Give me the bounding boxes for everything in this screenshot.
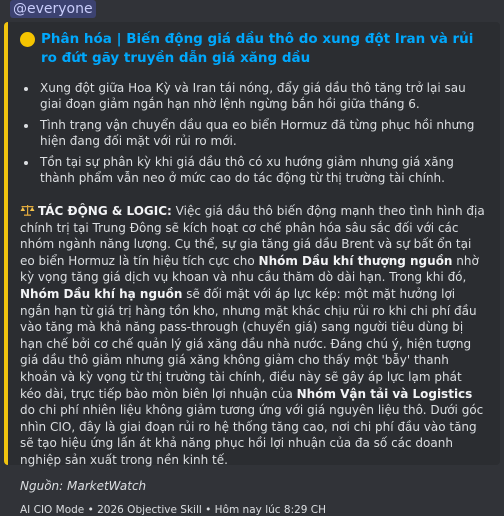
yellow-circle-icon	[20, 32, 35, 47]
embed-title-text[interactable]: Phân hóa | Biến động giá dầu thô do xung đột Iran và rủi ro đứt gãy truyền dẫn giá xăng dầu	[41, 31, 474, 66]
impact-bold-logistics: Nhóm Vận tải và Logistics	[296, 386, 473, 401]
embed-title	[20, 30, 486, 68]
impact-text-3: sẽ đối mặt với áp lực kép: một mặt hưởng lợi ngắn hạn từ giá trị hàng tồn kho, nhưng mặt khác chịu rủi ro khi chi phí đầu vào tăng mà khả năng pass-through (chuyển giá) sang người tiêu dùng bị hạn chế bởi cơ chế quản lý giá xăng dầu nhà nước. Đáng chú ý, hiện tượng giá dầu thô giảm nhưng giá xăng không giảm cho thấy một 'bẫy' thanh khoản và kỳ vọng từ thị trường tài chính, điều này sẽ gây áp lực lạm phát kéo dài, trực tiếp bào mòn biên lợi nhuận của	[20, 286, 477, 401]
list-item: • Xung đột giữa Hoa Kỳ và Iran tái nóng, đẩy giá dầu thô tăng trở lại sau giai đoạn giảm ngắn hạn nhờ lệnh ngừng bắn hồi giữa tháng 6.	[38, 80, 486, 112]
impact-text-1: Việc giá dầu thô biến động mạnh theo tình hình địa chính trị tại Trung Đông sẽ kích hoạt cơ chế phân hóa sâu sắc đối với các nhóm ngành năng lượng. Cụ thể, sự gia tăng giá dầu Brent và sự bất ổn tại eo biển Hormuz là tín hiệu tích cực cho	[20, 204, 485, 268]
source-line: Nguồn: MarketWatch	[20, 478, 147, 493]
impact-label: TÁC ĐỘNG & LOGIC:	[38, 204, 172, 218]
balance-scale-icon	[20, 204, 35, 216]
everyone-mention[interactable]: @everyone	[10, 0, 96, 18]
news-embed	[4, 22, 500, 516]
summary-bullets	[20, 80, 486, 186]
list-item: • Tình trạng vận chuyển dầu qua eo biển Hormuz đã từng phục hồi nhưng hiện đang đối mặt với rủi ro mới.	[38, 117, 486, 149]
impact-bold-upstream: Nhóm Dầu khí thượng nguồn	[258, 253, 453, 268]
impact-text-2: nhờ kỳ vọng tăng giá dịch vụ khoan và nhu cầu thăm dò dài hạn. Trong khi đó,	[20, 253, 479, 285]
impact-bold-downstream: Nhóm Dầu khí hạ nguồn	[20, 286, 183, 301]
list-item: • Tồn tại sự phân kỳ khi giá dầu thô có xu hướng giảm nhưng giá xăng thành phẩm vẫn neo ở mức cao do tác động từ thị trường tài chính.	[38, 154, 486, 186]
impact-text-4: do chi phí nhiên liệu không giảm tương ứng với giá nguyên liệu thô. Dưới góc nhìn CIO, đây là giai đoạn rủi ro hệ thống tăng cao, nơi chi phí đầu vào tăng sẽ tạo hiệu ứng lấn át khả năng phục hồi lợi nhuận của đa số các doanh nghiệp sản xuất trong nền kinh tế.	[20, 403, 484, 467]
embed-footer: AI CIO Mode • 2026 Objective Skill • Hôm nay lúc 8:29 CH	[20, 503, 327, 516]
impact-logic-paragraph	[20, 203, 486, 469]
